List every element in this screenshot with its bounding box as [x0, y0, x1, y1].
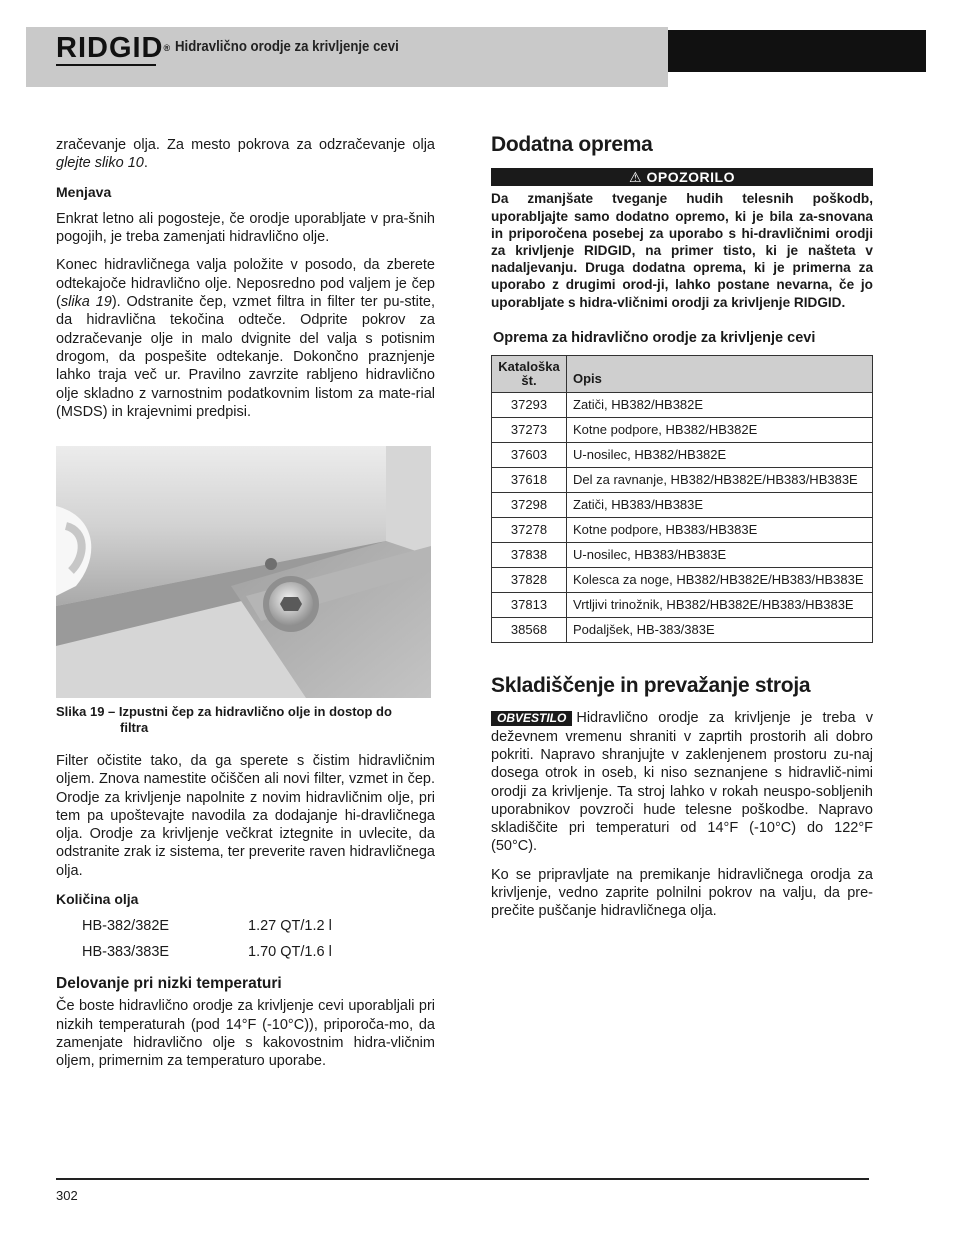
column-header-description: Opis: [567, 356, 873, 393]
catalog-number: 37618: [492, 468, 567, 493]
catalog-number: 37293: [492, 393, 567, 418]
logo-underline: [56, 64, 156, 66]
left-column: [56, 136, 435, 431]
paragraph-low-temp: Če boste hidravlično orodje za krivljenje cevi uporabljali pri nizkih temperaturah (pod 14°F (-10°C)), priporoča-mo, da zamenjate hidravlično olje s kakovostnim hidra-vličnim oljem, primernim za temperaturo uporabe.: [56, 998, 435, 1070]
accessory-description: Zatiči, HB383/HB383E: [567, 493, 873, 518]
catalog-number: 37273: [492, 418, 567, 443]
table-row: [492, 393, 873, 418]
accessory-description: Vrtljivi trinožnik, HB382/HB382E/HB383/HB383E: [567, 593, 873, 618]
paragraph-menjava-1: Enkrat letno ali pogosteje, če orodje uporabljate v pra-šnih pogojih, je treba zamenjati hidravlično olje.: [56, 210, 435, 246]
figure-19-photo: [56, 446, 431, 698]
paragraph-storage-1: OBVESTILO Hidravlično orodje za krivljenje je treba v deževnem vremenu shraniti v zaprtih prostorih ali dobro pokriti. Napravo shranjujte v zaklenjenem prostoru zu-naj dosega otrok in oseb, ki niso seznanjene s hidravlič-nimi orodji za krivljenje. Ta stroj lahko v rokah neuspo-sobljenih uporabnikov povzroči hude telesne poškodbe. Napravo skladiščite pri temperaturi od 14°F (-10°C) do 122°F (50°C).: [491, 710, 873, 855]
ridgid-logo: RIDGID®: [56, 32, 171, 64]
table-row: [492, 468, 873, 493]
table-row: [492, 443, 873, 468]
accessory-description: Kolesca za noge, HB382/HB382E/HB383/HB383E: [567, 568, 873, 593]
paragraph-filter: Filter očistite tako, da ga sperete s čistim hidravličnim oljem. Znova namestite očiščen ali novi filter, vzmet in čep. Orodje za krivljenje napolnite z novim hidravličnim olje, pri tem pa upoštevajte navodila za dodajanje hi-dravličnega olja. Orodje za krivljenje večkrat iztegnite in uvlecite, da odstranite zrak iz sistema, ter preverite raven hidravličnega olja.: [56, 753, 435, 879]
drain-plug-illustration: [56, 446, 431, 698]
catalog-number: 38568: [492, 618, 567, 643]
low-temp-heading: Delovanje pri nizki temperaturi: [56, 974, 282, 992]
accessories-table-title: Oprema za hidravlično orodje za krivljenje cevi: [493, 329, 816, 346]
kolicina-heading: Količina olja: [56, 891, 139, 908]
catalog-number: 37603: [492, 443, 567, 468]
catalog-number: 37278: [492, 518, 567, 543]
menjava-heading: Menjava: [56, 183, 112, 200]
accessory-description: Kotne podpore, HB383/HB383E: [567, 518, 873, 543]
footer-rule: [56, 1178, 869, 1180]
storage-heading: Skladiščenje in prevažanje stroja: [491, 674, 811, 698]
accessory-description: Zatiči, HB382/HB382E: [567, 393, 873, 418]
table-row: [492, 493, 873, 518]
table-row: [492, 618, 873, 643]
quantity-row: HB-382/382E 1.27 QT/1.2 l: [82, 918, 332, 935]
header-band-lower: [26, 71, 668, 87]
right-column: [491, 133, 873, 931]
warning-triangle-icon: ⚠: [629, 169, 643, 186]
table-row: [492, 543, 873, 568]
notice-badge: OBVESTILO: [491, 711, 572, 726]
accessory-description: Podaljšek, HB-383/383E: [567, 618, 873, 643]
quantity-row: HB-383/383E 1.70 QT/1.6 l: [82, 943, 332, 960]
paragraph-menjava-2: Konec hidravličnega valja položite v posodo, da zberete odtekajoče hidravlično olje. Neposredno pod valjem je čep (slika 19). Odstranite čep, vzmet filtra in filter ter pu-stite, da hidravlična tekočina odteče. Odprite pokrov za odzračevanje olje in malo dvignite del valja s potisnim drogom, da pospešite odtekanje. Dokončno praznjenje lahko traja več ur. Pravilno zavrzite rabljeno hidravlično olje skladno z varnostnim podatkovnim listom za mate-rial (MSDS) in krajevnimi predpisi.: [56, 257, 435, 420]
table-row: [492, 518, 873, 543]
warning-text: Da zmanjšate tveganje hudih telesnih poškodb, uporabljajte samo dodatno opremo, ki je bila za-snovana in priporočena posebej za uporabo s hi-dravličnimi orodji za krivljenje RIDGID, na primer tisto, ki je našteta v nadaljevanju. Druga dodatna oprema, ki je primerna za uporabo z drugimi orod-ji, lahko postane nevarna, če jo uporabljate s hidra-vličnimi orodji za krivljenje RIDGID.: [491, 191, 873, 310]
warning-banner: ⚠ OPOZORILO: [491, 168, 873, 186]
accessory-description: U-nosilec, HB382/HB382E: [567, 443, 873, 468]
paragraph-intro: zračevanje olja. Za mesto pokrova za odzračevanje olja glejte sliko 10.: [56, 137, 435, 172]
header-title: Hidravlično orodje za krivljenje cevi: [175, 38, 399, 55]
left-column-lower: [56, 752, 435, 1080]
accessory-description: U-nosilec, HB383/HB383E: [567, 543, 873, 568]
catalog-number: 37828: [492, 568, 567, 593]
catalog-number: 37838: [492, 543, 567, 568]
oil-quantity-list: [82, 917, 435, 961]
accessories-heading: Dodatna oprema: [491, 133, 653, 156]
paragraph-storage-2: Ko se pripravljate na premikanje hidravličnega orodja za krivljenje, vedno zaprite polnilni pokrov na valju, da pre-prečite puščanje hidravličnega olja.: [491, 866, 873, 920]
accessory-description: Kotne podpore, HB382/HB382E: [567, 418, 873, 443]
accessory-description: Del za ravnanje, HB382/HB382E/HB383/HB383E: [567, 468, 873, 493]
page-number: 302: [56, 1188, 78, 1203]
figure-caption: Slika 19 – Izpustni čep za hidravlično olje in dostop do filtra: [56, 704, 392, 735]
catalog-number: 37813: [492, 593, 567, 618]
table-row: [492, 593, 873, 618]
table-row: [492, 418, 873, 443]
catalog-number: 37298: [492, 493, 567, 518]
accessories-table: [491, 355, 873, 643]
header-black-block: [668, 30, 926, 72]
column-header-catalog: Kataloška št.: [492, 356, 567, 393]
table-row: [492, 568, 873, 593]
